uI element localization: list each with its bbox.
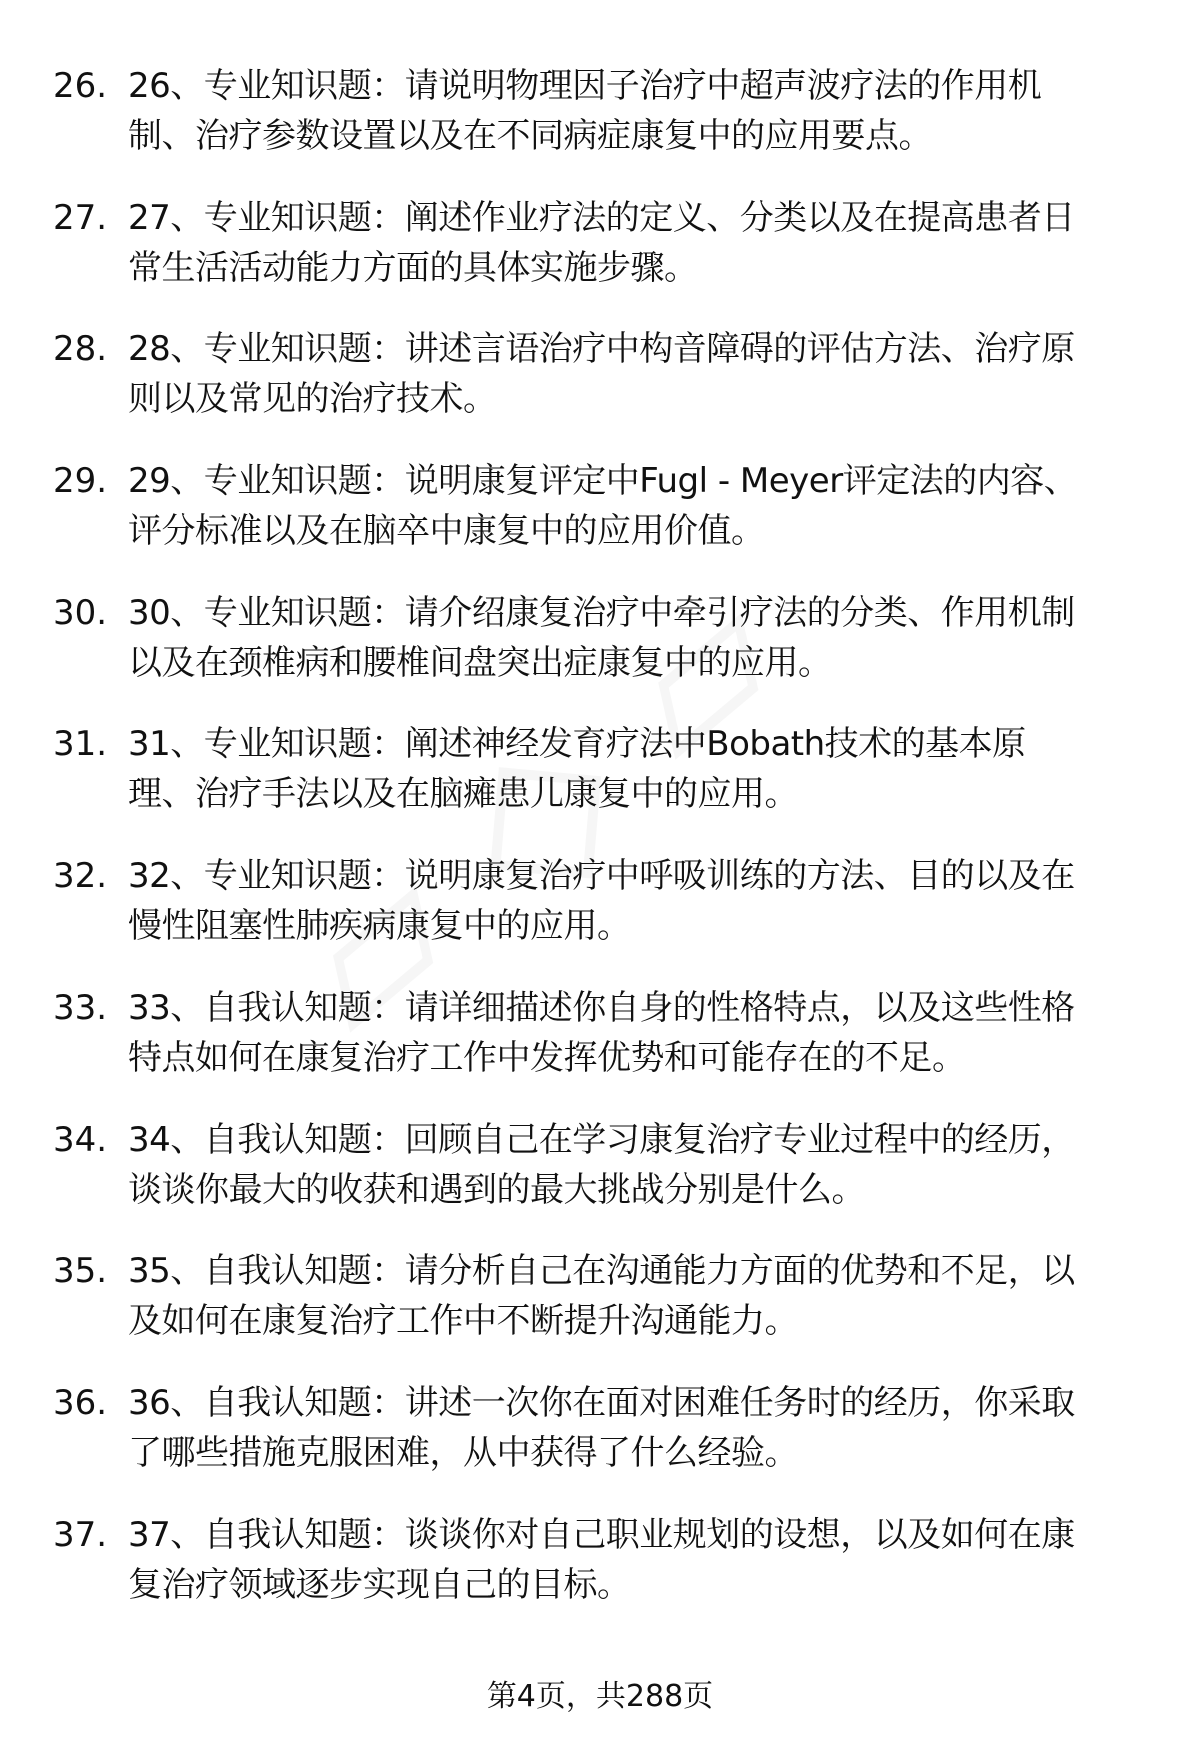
item-number: 34.	[53, 1119, 108, 1160]
item-number: 26.	[53, 66, 108, 106]
item-number: 37.	[53, 1514, 108, 1555]
item-text-line: 31、专业知识题：阐述神经发育疗法中Bobath技术的基本原	[128, 724, 1026, 765]
list-item	[0, 1378, 1200, 1510]
item-text-line: 以及在颈椎病和腰椎间盘突出症康复中的应用。	[128, 642, 832, 683]
list-item	[0, 1246, 1200, 1378]
item-number: 31.	[53, 724, 108, 765]
item-number: 30.	[53, 592, 108, 633]
item-text-line: 27、专业知识题：阐述作业疗法的定义、分类以及在提高患者日	[128, 197, 1075, 238]
item-text-line: 29、专业知识题：说明康复评定中Fugl - Meyer评定法的内容、	[128, 461, 1078, 502]
page-number-footer: 第4页，共288页	[486, 1679, 714, 1714]
item-number: 35.	[53, 1251, 108, 1292]
item-text-line: 特点如何在康复治疗工作中发挥优势和可能存在的不足。	[128, 1037, 966, 1078]
list-item	[0, 1510, 1200, 1642]
item-number: 28.	[53, 329, 108, 370]
item-text-line: 则以及常见的治疗技术。	[128, 379, 497, 420]
item-text-line: 34、自我认知题：回顾自己在学习康复治疗专业过程中的经历，	[128, 1119, 1075, 1160]
item-text-line: 了哪些措施克服困难，从中获得了什么经验。	[128, 1432, 798, 1473]
item-text-line: 30、专业知识题：请介绍康复治疗中牵引疗法的分类、作用机制	[128, 592, 1075, 633]
item-number: 33.	[53, 987, 108, 1028]
item-number: 36.	[53, 1382, 108, 1423]
list-item	[0, 324, 1200, 456]
item-text-line: 36、自我认知题：讲述一次你在面对困难任务时的经历，你采取	[128, 1382, 1075, 1423]
list-item	[0, 456, 1200, 588]
item-text-line: 26、专业知识题：请说明物理因子治疗中超声波疗法的作用机	[128, 66, 1042, 106]
question-list	[0, 61, 1200, 1641]
item-text-line: 常生活活动能力方面的具体实施步骤。	[128, 247, 698, 288]
item-text-line: 谈谈你最大的收获和遇到的最大挑战分别是什么。	[128, 1169, 865, 1210]
item-text-line: 33、自我认知题：请详细描述你自身的性格特点，以及这些性格	[128, 987, 1075, 1028]
list-item	[0, 851, 1200, 983]
item-text-line: 复治疗领域逐步实现自己的目标。	[128, 1564, 631, 1605]
item-number: 32.	[53, 856, 108, 897]
list-item	[0, 983, 1200, 1115]
item-text-line: 及如何在康复治疗工作中不断提升沟通能力。	[128, 1301, 798, 1342]
item-text-line: 慢性阻塞性肺疾病康复中的应用。	[128, 906, 631, 947]
list-item	[0, 61, 1200, 193]
item-number: 27.	[53, 197, 108, 238]
item-text-line: 制、治疗参数设置以及在不同病症康复中的应用要点。	[128, 116, 932, 156]
item-text-line: 28、专业知识题：讲述言语治疗中构音障碍的评估方法、治疗原	[128, 329, 1075, 370]
item-text-line: 32、专业知识题：说明康复治疗中呼吸训练的方法、目的以及在	[128, 856, 1075, 897]
item-number: 29.	[53, 461, 108, 502]
item-text-line: 评分标准以及在脑卒中康复中的应用价值。	[128, 511, 765, 552]
item-text-line: 理、治疗手法以及在脑瘫患儿康复中的应用。	[128, 774, 798, 815]
list-item	[0, 588, 1200, 720]
item-text-line: 37、自我认知题：谈谈你对自己职业规划的设想，以及如何在康	[128, 1514, 1075, 1555]
list-item	[0, 1115, 1200, 1247]
list-item	[0, 719, 1200, 851]
list-item	[0, 193, 1200, 325]
item-text-line: 35、自我认知题：请分析自己在沟通能力方面的优势和不足，以	[128, 1251, 1075, 1292]
